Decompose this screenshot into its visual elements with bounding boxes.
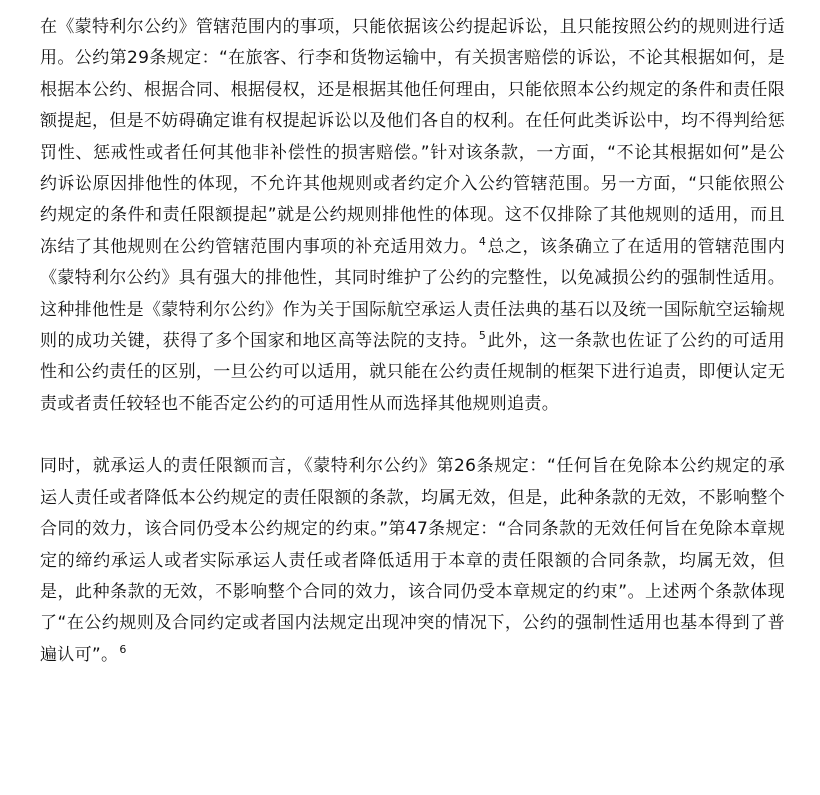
- paragraph-1-sentence-2: 总之，该条确立了在适用的管辖范围内《蒙特利尔公约》具有强大的排他性，其同时维护了公约的完整性，以免减损公约的强制性适用。这种排他性是《蒙特利尔公约》作为关于国际航空承运人责任法典的基石以及统一国际航空运输规则的成功关键，获得了多个国家和地区高等法院的支持。: [40, 236, 785, 352]
- footnote-marker-4[interactable]: 4: [478, 234, 487, 248]
- paragraph-2-sentence-1: 同时，就承运人的责任限额而言，《蒙特利尔公约》第26条规定：“任何旨在免除本公约规定的承运人责任或者降低本公约规定的责任限额的条款，均属无效，但是，此种条款的无效，不影响整个合同的效力，该合同仍受本公约规定的约束。”第47条规定：“合同条款的无效任何旨在免除本章规定的缔约承运人或者实际承运人责任或者降低适用于本章的责任限额的合同条款，均属无效，但是，此种条款的无效，不影响整个合同的效力，该合同仍受本章规定的约束”。上述两个条款体现了“在公约规则及合同约定或者国内法规定出现冲突的情况下，公约的强制性适用也基本得到了普遍认可”。: [40, 456, 785, 665]
- document-body: [40, 12, 785, 671]
- footnote-marker-6[interactable]: 6: [119, 642, 127, 656]
- paragraph-1-sentence-3: 此外，这一条款也佐证了公约的可适用性和公约责任的区别，一旦公约可以适用，就只能在公约责任规制的框架下进行追责，即便认定无责或者责任较轻也不能否定公约的可适用性从而选择其他规则追责。: [40, 331, 785, 414]
- footnote-marker-5[interactable]: 5: [478, 329, 487, 343]
- paragraph-1-sentence-1: 在《蒙特利尔公约》管辖范围内的事项，只能依据该公约提起诉讼，且只能按照公约的规则进行适用。公约第29条规定：“在旅客、行李和货物运输中，有关损害赔偿的诉讼，不论其根据如何，是根据本公约、根据合同、根据侵权，还是根据其他任何理由，只能依照本公约规定的条件和责任限额提起，但是不妨碍确定谁有权提起诉讼以及他们各自的权利。在任何此类诉讼中，均不得判给惩罚性、惩戒性或者任何其他非补偿性的损害赔偿。”针对该条款，一方面，“不论其根据如何”是公约诉讼原因排他性的体现，不允许其他规则或者约定介入公约管辖范围。另一方面，“只能依照公约规定的条件和责任限额提起”就是公约规则排他性的体现。这不仅排除了其他规则的适用，而且冻结了其他规则在公约管辖范围内事项的补充适用效力。: [40, 17, 785, 257]
- paragraph-exclusivity: [40, 12, 785, 420]
- paragraph-liability-limit: [40, 451, 785, 671]
